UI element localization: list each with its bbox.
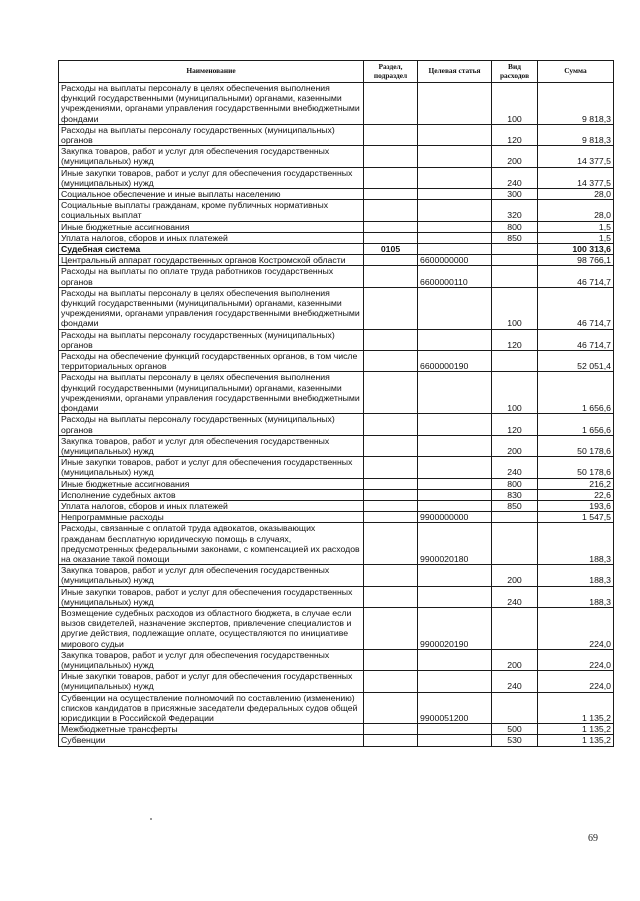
cell-section [364,221,418,232]
header-sum: Сумма [538,61,614,83]
cell-sum: 14 377,5 [538,167,614,188]
cell-sum: 193,6 [538,500,614,511]
table-row [59,435,614,456]
cell-section [364,232,418,243]
cell-article [418,435,492,456]
cell-section [364,329,418,350]
cell-article [418,671,492,692]
cell-sum: 98 766,1 [538,255,614,266]
cell-article [418,221,492,232]
cell-article [418,287,492,329]
table-row [59,351,614,372]
table-row [59,457,614,478]
cell-name: Иные закупки товаров, работ и услуг для обеспечения государственных (муниципальных) нужд [59,671,364,692]
cell-section [364,435,418,456]
scan-speck [150,818,152,820]
budget-table [58,60,614,747]
cell-section [364,372,418,414]
cell-article: 9900020180 [418,523,492,565]
table-row [59,586,614,607]
cell-kind: 120 [492,414,538,435]
cell-section [364,287,418,329]
cell-kind [492,692,538,724]
cell-name: Судебная система [59,244,364,255]
cell-sum: 188,3 [538,523,614,565]
cell-sum: 1 135,2 [538,692,614,724]
cell-section [364,189,418,200]
cell-sum: 1 135,2 [538,724,614,735]
table-header-row [59,61,614,83]
cell-name: Иные бюджетные ассигнования [59,478,364,489]
table-row [59,244,614,255]
cell-name: Расходы на выплаты персоналу в целях обеспечения выполнения функций государственными (муниципальными) органами, казенными учреждениями, органами управления государственными внебюджетными фондами [59,372,364,414]
cell-section [364,512,418,523]
cell-name: Закупка товаров, работ и услуг для обеспечения государственных (муниципальных) нужд [59,435,364,456]
cell-section: 0105 [364,244,418,255]
cell-name: Центральный аппарат государственных органов Костромской области [59,255,364,266]
cell-name: Межбюджетные трансферты [59,724,364,735]
cell-section [364,146,418,167]
cell-name: Исполнение судебных актов [59,489,364,500]
cell-article [418,167,492,188]
cell-sum: 100 313,6 [538,244,614,255]
cell-name: Уплата налогов, сборов и иных платежей [59,500,364,511]
cell-name: Иные закупки товаров, работ и услуг для обеспечения государственных (муниципальных) нужд [59,457,364,478]
cell-name: Возмещение судебных расходов из областного бюджета, в случае если вызов свидетелей, назначение экспертов, привлечение специалистов и другие действия, подлежащие оплате, осуществляются по инициативе мирового судьи [59,607,364,649]
cell-sum: 1,5 [538,221,614,232]
table-row [59,329,614,350]
cell-kind: 320 [492,200,538,221]
header-article: Целевая статья [418,61,492,83]
cell-sum: 224,0 [538,671,614,692]
cell-name: Социальное обеспечение и иные выплаты населению [59,189,364,200]
cell-sum: 1 656,6 [538,414,614,435]
page-number: 69 [588,833,598,844]
table-row [59,671,614,692]
table-row [59,189,614,200]
cell-article: 6600000110 [418,266,492,287]
cell-article: 9900020190 [418,607,492,649]
table-row [59,565,614,586]
cell-article [418,586,492,607]
cell-sum: 1 547,5 [538,512,614,523]
cell-section [364,414,418,435]
table-row [59,735,614,746]
table-row [59,489,614,500]
cell-article [418,372,492,414]
cell-sum: 50 178,6 [538,435,614,456]
cell-kind: 850 [492,232,538,243]
cell-name: Уплата налогов, сборов и иных платежей [59,232,364,243]
cell-section [364,607,418,649]
cell-section [364,586,418,607]
cell-sum: 14 377,5 [538,146,614,167]
cell-article [418,232,492,243]
cell-article [418,489,492,500]
cell-name: Расходы на выплаты персоналу в целях обеспечения выполнения функций государственными (муниципальными) органами, казенными учреждениями, органами управления государственными внебюджетными фондами [59,287,364,329]
cell-name: Закупка товаров, работ и услуг для обеспечения государственных (муниципальных) нужд [59,649,364,670]
cell-kind: 200 [492,146,538,167]
cell-name: Расходы на выплаты персоналу в целях обеспечения выполнения функций государственными (муниципальными) органами, казенными учреждениями, органами управления государственными внебюджетными фондами [59,83,364,125]
cell-section [364,724,418,735]
table-row [59,287,614,329]
cell-section [364,565,418,586]
cell-kind: 100 [492,372,538,414]
table-row [59,724,614,735]
table-row [59,500,614,511]
cell-article: 9900000000 [418,512,492,523]
cell-name: Иные закупки товаров, работ и услуг для обеспечения государственных (муниципальных) нужд [59,586,364,607]
cell-article [418,735,492,746]
cell-sum: 9 818,3 [538,83,614,125]
cell-article [418,146,492,167]
table-row [59,692,614,724]
table-row [59,124,614,145]
cell-sum: 28,0 [538,200,614,221]
table-row [59,167,614,188]
cell-section [364,649,418,670]
cell-section [364,351,418,372]
cell-name: Расходы, связанные с оплатой труда адвокатов, оказывающих гражданам бесплатную юридическую помощь в случаях, предусмотренных федеральными законами, с компенсацией их расходов на оказание такой помощи [59,523,364,565]
cell-section [364,478,418,489]
cell-article [418,200,492,221]
cell-article: 6600000190 [418,351,492,372]
cell-kind [492,523,538,565]
cell-name: Непрограммные расходы [59,512,364,523]
cell-article [418,457,492,478]
table-row [59,478,614,489]
table-row [59,232,614,243]
cell-kind: 200 [492,649,538,670]
cell-sum: 9 818,3 [538,124,614,145]
cell-kind: 530 [492,735,538,746]
cell-name: Закупка товаров, работ и услуг для обеспечения государственных (муниципальных) нужд [59,565,364,586]
cell-sum: 22,6 [538,489,614,500]
cell-sum: 28,0 [538,189,614,200]
cell-name: Иные закупки товаров, работ и услуг для обеспечения государственных (муниципальных) нужд [59,167,364,188]
cell-article [418,414,492,435]
cell-sum: 46 714,7 [538,266,614,287]
cell-kind: 100 [492,83,538,125]
cell-article [418,565,492,586]
cell-kind: 200 [492,435,538,456]
cell-kind [492,255,538,266]
cell-sum: 1 135,2 [538,735,614,746]
cell-section [364,457,418,478]
cell-sum: 46 714,7 [538,287,614,329]
cell-sum: 50 178,6 [538,457,614,478]
table-row [59,414,614,435]
table-row [59,83,614,125]
cell-kind: 240 [492,167,538,188]
cell-article [418,189,492,200]
cell-section [364,735,418,746]
cell-kind [492,351,538,372]
cell-kind: 100 [492,287,538,329]
cell-article [418,329,492,350]
table-row [59,146,614,167]
header-kind: Вид расходов [492,61,538,83]
cell-article [418,244,492,255]
cell-sum: 188,3 [538,565,614,586]
cell-section [364,266,418,287]
table-row [59,523,614,565]
cell-kind: 800 [492,221,538,232]
table-row [59,255,614,266]
cell-kind [492,266,538,287]
table-row [59,649,614,670]
cell-name: Социальные выплаты гражданам, кроме публичных нормативных социальных выплат [59,200,364,221]
cell-name: Субвенции [59,735,364,746]
cell-kind: 120 [492,329,538,350]
cell-name: Закупка товаров, работ и услуг для обеспечения государственных (муниципальных) нужд [59,146,364,167]
cell-sum: 1,5 [538,232,614,243]
cell-sum: 46 714,7 [538,329,614,350]
table-row [59,607,614,649]
cell-kind: 200 [492,565,538,586]
table-row [59,372,614,414]
cell-kind: 830 [492,489,538,500]
cell-kind: 240 [492,457,538,478]
cell-article [418,724,492,735]
cell-article [418,500,492,511]
table-row [59,512,614,523]
cell-name: Расходы на выплаты по оплате труда работников государственных органов [59,266,364,287]
cell-name: Субвенции на осуществление полномочий по составлению (изменению) списков кандидатов в присяжные заседатели федеральных судов общей юрисдикции в Российской Федерации [59,692,364,724]
cell-kind: 240 [492,586,538,607]
cell-sum: 1 656,6 [538,372,614,414]
cell-article [418,124,492,145]
cell-section [364,167,418,188]
cell-name: Расходы на обеспечение функций государственных органов, в том числе территориальных органов [59,351,364,372]
cell-kind: 240 [492,671,538,692]
cell-article [418,649,492,670]
cell-kind: 500 [492,724,538,735]
cell-sum: 52 051,4 [538,351,614,372]
cell-section [364,83,418,125]
table-row [59,221,614,232]
cell-name: Расходы на выплаты персоналу государственных (муниципальных) органов [59,414,364,435]
cell-kind [492,607,538,649]
cell-section [364,500,418,511]
cell-section [364,255,418,266]
cell-article [418,83,492,125]
cell-sum: 188,3 [538,586,614,607]
table-row [59,200,614,221]
cell-section [364,523,418,565]
cell-kind [492,512,538,523]
cell-article: 6600000000 [418,255,492,266]
header-name: Наименование [59,61,364,83]
cell-kind: 800 [492,478,538,489]
header-section: Раздел, подраздел [364,61,418,83]
cell-name: Расходы на выплаты персоналу государственных (муниципальных) органов [59,329,364,350]
cell-kind: 850 [492,500,538,511]
cell-section [364,671,418,692]
cell-section [364,200,418,221]
cell-sum: 216,2 [538,478,614,489]
cell-name: Расходы на выплаты персоналу государственных (муниципальных) органов [59,124,364,145]
cell-article: 9900051200 [418,692,492,724]
cell-section [364,489,418,500]
cell-sum: 224,0 [538,607,614,649]
table-row [59,266,614,287]
cell-sum: 224,0 [538,649,614,670]
cell-section [364,692,418,724]
cell-section [364,124,418,145]
cell-article [418,478,492,489]
cell-name: Иные бюджетные ассигнования [59,221,364,232]
cell-kind: 120 [492,124,538,145]
cell-kind: 300 [492,189,538,200]
cell-kind [492,244,538,255]
